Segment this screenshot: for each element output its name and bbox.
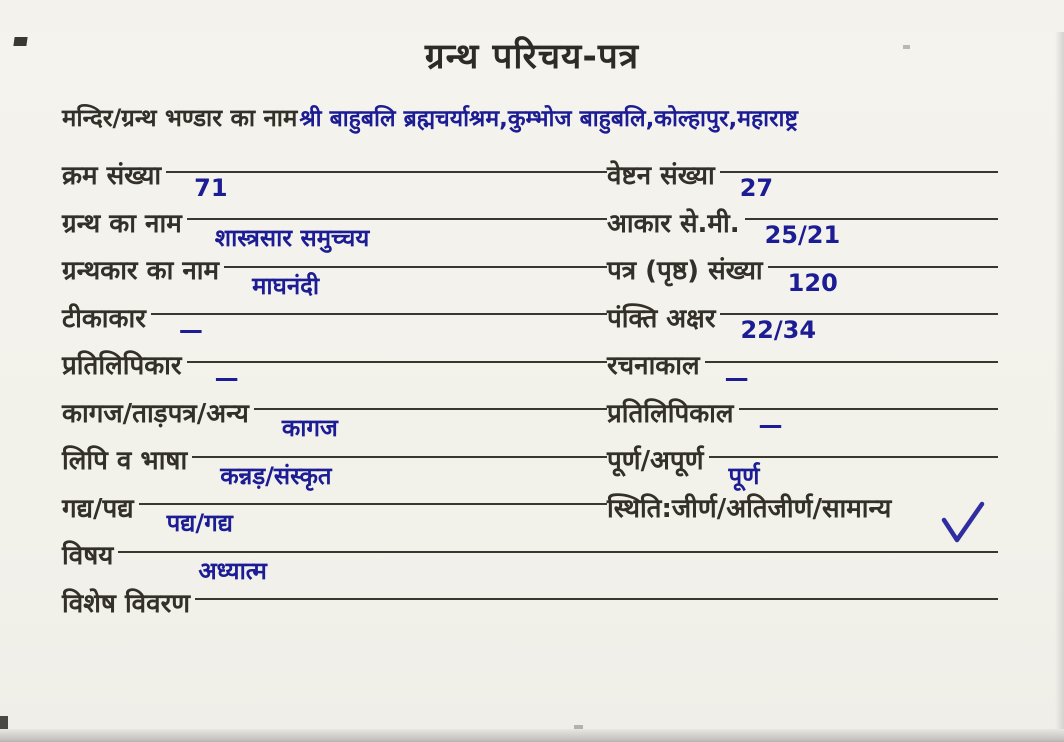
- serial-number-value: 71: [194, 173, 228, 202]
- lines-letters-label: पंक्ति अक्षर: [607, 303, 716, 334]
- fill-line: [720, 313, 998, 344]
- fill-line: [151, 313, 607, 344]
- prose-verse-label: गद्य/पद्य: [62, 493, 134, 524]
- row-serial-number: [62, 149, 1044, 202]
- bundle-number-value: 27: [739, 173, 774, 202]
- fill-line: [739, 408, 998, 439]
- author-name-value: माघनंदी: [252, 271, 320, 300]
- condition-label: स्थिति:जीर्ण/अतिजीर्ण/सामान्य: [607, 493, 892, 524]
- copyist-value: —: [214, 363, 239, 392]
- author-name-label: ग्रन्थकार का नाम: [62, 256, 220, 287]
- scan-artifact: [13, 37, 27, 46]
- commentator-label: टीकाकार: [62, 303, 146, 334]
- row-prose-verse: [62, 482, 1044, 537]
- copyist-label: प्रतिलिपिकार: [62, 351, 182, 382]
- commentator-value: —: [178, 316, 203, 344]
- script-language-label: लिपि व भाषा: [62, 446, 188, 477]
- fill-line: [192, 456, 607, 490]
- copy-date-value: —: [758, 411, 783, 439]
- card-edge: [0, 729, 1064, 742]
- temple-name-value: श्री बाहुबलि ब्रह्मचर्याश्रम,कुम्भोज बाहुबलि,कोल्हापुर,महाराष्ट्र: [299, 106, 798, 132]
- composition-date-label: रचनाकाल: [607, 351, 700, 382]
- fill-line: [187, 361, 607, 392]
- subject-label: विषय: [62, 541, 114, 572]
- book-name-value: शास्त्रसार समुच्चय: [214, 224, 370, 252]
- row-material: [62, 387, 1044, 442]
- page-count-value: 120: [787, 268, 838, 297]
- page-title: ग्रन्थ परिचय-पत्र: [424, 37, 640, 77]
- row-commentator: [62, 292, 1044, 344]
- fill-line: [254, 408, 607, 442]
- book-name-label: ग्रन्थ का नाम: [62, 208, 182, 239]
- subject-value: अध्यात्म: [198, 556, 267, 585]
- page-count-label: पत्र (पृष्ठ) संख्या: [607, 256, 763, 287]
- fill-line: [709, 456, 999, 490]
- fill-line: [187, 218, 607, 252]
- copy-date-label: प्रतिलिपिकाल: [607, 398, 734, 429]
- row-copyist: [62, 339, 1044, 392]
- row-author-name: [62, 244, 1044, 300]
- catalog-card: [0, 32, 1064, 742]
- material-label: कागज/ताड़पत्र/अन्य: [62, 398, 249, 429]
- row-book-name: [62, 197, 1044, 252]
- fill-line: [224, 266, 607, 300]
- checkmark-icon: [940, 500, 986, 544]
- fill-line: [166, 171, 607, 202]
- row-script-language: [62, 434, 1044, 490]
- fill-line: [745, 218, 998, 249]
- temple-name-row: [62, 101, 1044, 133]
- script-language-value: कन्नड़/संस्कृत: [220, 461, 332, 490]
- card-edge: [1055, 32, 1064, 742]
- prose-verse-value: पद्य/गद्य: [166, 509, 233, 537]
- fill-line: [705, 361, 998, 392]
- serial-number-label: क्रम संख्या: [62, 161, 162, 192]
- temple-name-label: मन्दिर/ग्रन्थ भण्डार का नाम: [62, 104, 298, 132]
- fill-line: [195, 598, 998, 603]
- complete-incomplete-value: पूर्ण: [728, 461, 760, 490]
- scan-artifact: [903, 45, 910, 49]
- composition-date-value: —: [724, 363, 749, 392]
- bundle-number-label: वेष्टन संख्या: [607, 161, 715, 192]
- form-rows: [62, 149, 1044, 624]
- complete-incomplete-label: पूर्ण/अपूर्ण: [607, 446, 704, 477]
- material-value: कागज: [281, 414, 338, 442]
- fill-line: [139, 503, 607, 537]
- fill-line: [720, 171, 998, 202]
- size-cm-label: आकार से.मी.: [607, 208, 740, 239]
- special-details-label: विशेष विवरण: [62, 588, 191, 619]
- fill-line: [118, 551, 998, 585]
- lines-letters-value: 22/34: [740, 316, 817, 344]
- size-cm-value: 25/21: [764, 221, 841, 249]
- fill-line: [768, 266, 998, 297]
